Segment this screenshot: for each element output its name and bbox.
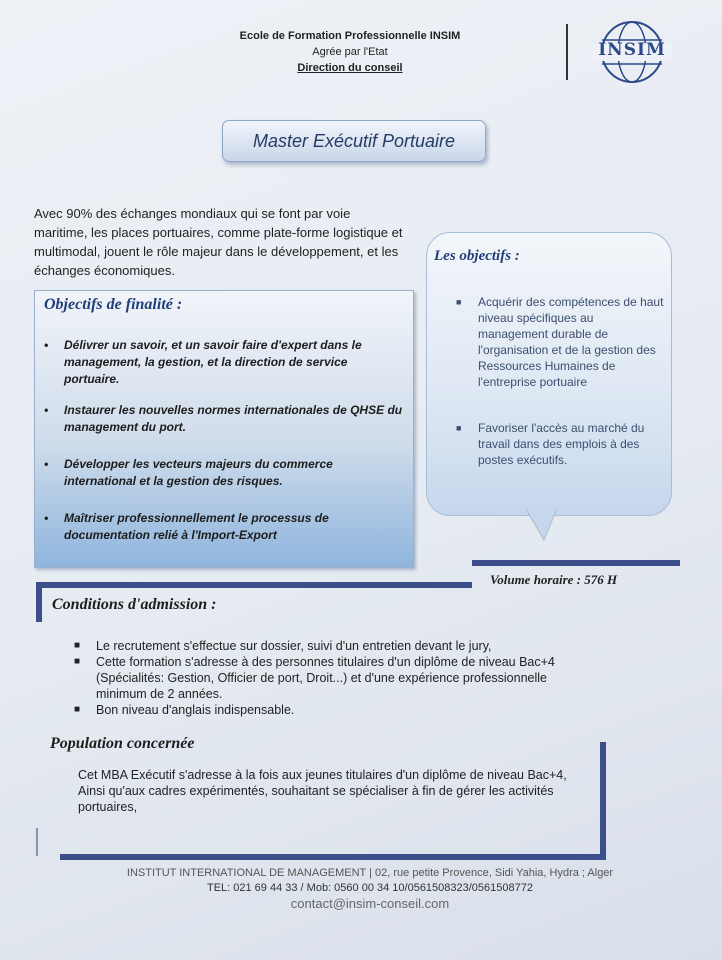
objectifs-item: ■ Acquérir des compétences de haut niveau spécifiques au management durable de l'organisation et de la gestion des Ressources Humaines de l'entreprise portuaire — [456, 295, 664, 389]
header-divider — [566, 24, 568, 80]
volume-label: Volume horaire : 576 H — [490, 572, 618, 587]
conditions-rule-left — [36, 582, 42, 622]
header-block — [200, 28, 500, 76]
bullet-icon: • — [44, 457, 49, 471]
square-bullet-icon: ■ — [74, 640, 81, 651]
square-bullet-icon: ■ — [74, 656, 81, 667]
finalite-title: Objectifs de finalité : — [44, 296, 183, 313]
volume-rule — [472, 560, 680, 566]
conditions-item: ■ Le recrutement s'effectue sur dossier, suivi d'un entretien devant le jury, — [74, 639, 492, 653]
bullet-icon: • — [44, 403, 49, 417]
bubble-tail — [524, 506, 564, 542]
objectifs-title: Les objectifs : — [434, 248, 520, 264]
population-text — [78, 767, 578, 815]
intro-paragraph: Avec 90% des échanges mondiaux qui se font par voie maritime, les places portuaires, comme plate-forme logistique et multimodal, jouent le rôle majeur dans le développement, et les échanges économiques. — [34, 206, 403, 278]
square-bullet-icon: ■ — [456, 297, 462, 307]
population-rule-bottom — [60, 854, 606, 860]
footer-email: contact@insim-conseil.com — [290, 896, 450, 911]
conditions-rule-top — [36, 582, 472, 588]
conditions-title: Conditions d'admission : — [52, 596, 217, 613]
finalite-item: • Instaurer les nouvelles normes internationales de QHSE du management du port. — [44, 403, 403, 434]
conditions-item: ■ Cette formation s'adresse à des personnes titulaires d'un diplôme de niveau Bac+4 (Spécialités: Gestion, Officier de port, Droit...) et d'une expérience professionnelle minimum de 2 années. — [74, 655, 555, 701]
square-bullet-icon: ■ — [456, 423, 462, 433]
conditions-list — [74, 638, 586, 718]
bullet-icon: • — [44, 511, 49, 525]
footer-address: INSTITUT INTERNATIONAL DE MANAGEMENT | 02, rue petite Provence, Sidi Yahia, Hydra ; Alger — [126, 867, 614, 879]
population-line: Cet MBA Exécutif s'adresse à la fois aux jeunes titulaires d'un diplôme de niveau Bac+4, — [78, 768, 567, 782]
bullet-icon: • — [44, 338, 49, 352]
population-line: Ainsi qu'aux cadres expérimentés, souhaitant se spécialiser à fin de gérer les activités portuaires, — [78, 784, 554, 814]
footer-phones: TEL: 021 69 44 33 / Mob: 0560 00 34 10/0561508323/0561508772 — [206, 882, 533, 894]
page-title: Master Exécutif Portuaire — [222, 120, 486, 162]
finalite-item: • Maîtriser professionnellement le processus de documentation relié à l'Import-Export — [44, 511, 329, 542]
logo-text: INSIM — [598, 40, 666, 60]
objectifs-item: ■ Favoriser l'accès au marché du travail dans des emplois à des postes exécutifs. — [456, 421, 645, 467]
population-title: Population concernée — [50, 735, 195, 752]
approval-text: Agrée par l'Etat — [312, 46, 388, 58]
finalite-item: • Développer les vecteurs majeurs du commerce international et la gestion des risques. — [44, 457, 333, 488]
school-name: Ecole de Formation Professionnelle INSIM — [239, 30, 461, 42]
finalite-item: • Délivrer un savoir, et un savoir faire d'expert dans le management, la gestion, et la direction de service portuaire. — [44, 338, 362, 386]
footer — [90, 866, 650, 911]
population-rule-left — [36, 828, 38, 856]
department-text: Direction du conseil — [297, 62, 403, 74]
square-bullet-icon: ■ — [74, 704, 81, 715]
conditions-item: ■ Bon niveau d'anglais indispensable. — [74, 703, 295, 717]
population-rule-right — [600, 742, 606, 860]
